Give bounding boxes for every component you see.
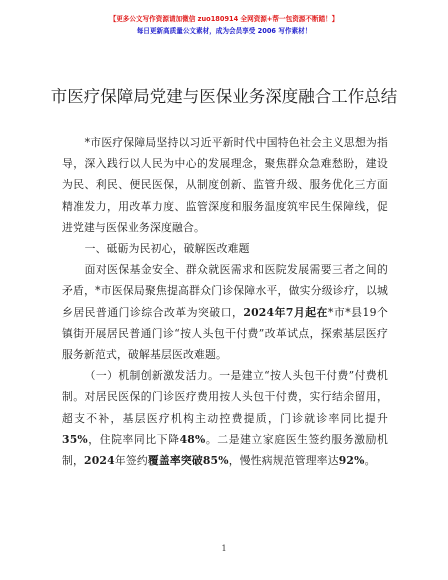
banner-line-1: 【更多公文写作资源请加微信 zuo180914 全网资源+帮一包资源不断踏！】 [109, 15, 339, 23]
stat-year: 2024 [84, 454, 115, 468]
stat-management-rate: 92% [338, 454, 365, 468]
section-heading-1: 一、砥砺为民初心，破解医改难题 [84, 242, 250, 256]
stat-coverage: 85% [202, 454, 229, 468]
banner-line-2: 每日更新高质量公文素材，成为会员享受 2006 写作素材！ [136, 27, 312, 35]
paragraph-3-text-l: 。 [364, 454, 376, 468]
paragraph-3-text-h: 覆盖率突破 [147, 454, 203, 468]
header-banner [0, 13, 448, 37]
document-body [62, 132, 388, 471]
page-number: 1 [221, 544, 227, 553]
intro-paragraph: *市医疗保障局坚持以习近平新时代中国特色社会主义思想为指导，深入践行以人民为中心的发展理念，聚焦群众急难愁盼，建设为民、利民、便民医保，从制度创新、监管升级、服务优化三方面精准发力，用改革力度、监管深度和服务温度筑牢民生保障线，促进党建与医保业务深度融合。 [62, 136, 388, 234]
paragraph-3-text-g: 年签约 [114, 454, 148, 468]
paragraph-3-text-a: （一）机制创新激发活力。一是建立“按人头包干付费”付费机制。对居民医保的门诊医疗费用按人头包干付费，实行结余留用，超支不补，基层医疗机构主动控费提质，门诊就诊率同比提升 [62, 369, 388, 425]
paragraph-3-text-j: ，慢性病规范管理率达 [228, 454, 339, 468]
paragraph-3-text-e: 。二是建立家庭医生签约服务激励机制， [62, 432, 388, 468]
stat-hospital-rate: 48% [179, 432, 206, 446]
paragraph-2-text-c: *市*县19个镇街开展居民普通门诊“按人头包干付费”改革试点，探索基层医疗服务新范式，破解基层医改难题。 [62, 305, 388, 362]
paragraph-3-text-c: ，住院率同比下降 [87, 432, 180, 446]
paragraph-2-date: 2024年7月起在 [243, 305, 328, 319]
document-title: 市医疗保障局党建与医保业务深度融合工作总结 [50, 87, 398, 106]
paragraph-3 [62, 365, 388, 471]
paragraph-2 [62, 259, 388, 365]
stat-visit-rate: 35% [62, 432, 88, 446]
paragraph-2-text-a: 面对医保基金安全、群众就医需求和医院发展需要三者之间的矛盾，*市医保局聚焦提高群众门诊保障水平，做实分级诊疗，以城乡居民普通门诊综合改革为突破口， [62, 263, 388, 319]
